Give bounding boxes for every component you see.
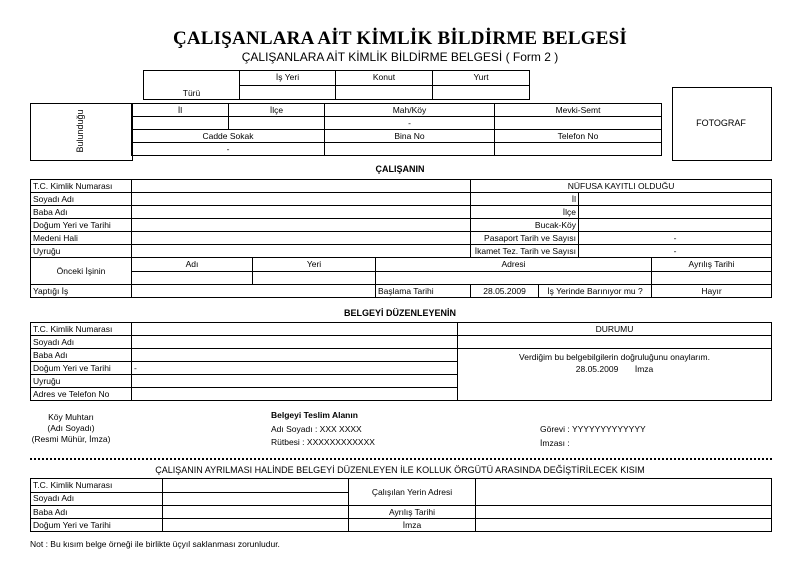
bulundugu-ilce-value[interactable] <box>229 117 325 130</box>
ayr-adres-value[interactable] <box>476 479 772 506</box>
calisanin-heading: ÇALIŞANIN <box>375 164 425 174</box>
teslim-imza: İmzası : <box>540 438 570 448</box>
cal-tc-value[interactable] <box>132 180 471 193</box>
duz-baba-value[interactable] <box>132 349 458 362</box>
onceki-adres-value[interactable] <box>376 271 652 285</box>
bulundugu-ilce: İlçe <box>229 104 325 117</box>
ayr-tc-label: T.C. Kimlik Numarası <box>31 479 163 493</box>
cal-uyrugu-label: Uyruğu <box>31 245 132 258</box>
barinma-value[interactable]: Hayır <box>652 285 772 298</box>
ayr-dogum-label: Doğum Yeri ve Tarihi <box>31 519 163 532</box>
muhtar-line1: Köy Muhtarı <box>48 412 94 422</box>
ayr-ayrilis-value[interactable] <box>476 506 772 519</box>
yaptigi-label: Yaptığı İş <box>31 285 132 298</box>
ikamet-value[interactable]: - <box>579 245 772 258</box>
cal-tc-label: T.C. Kimlik Numarası <box>31 180 132 193</box>
bulundugu-telefon-value[interactable] <box>495 143 662 156</box>
turu-konut-value[interactable] <box>336 85 433 100</box>
bulundugu-binano-value[interactable] <box>325 143 495 156</box>
onceki-yeri-value[interactable] <box>253 271 376 285</box>
onay-date: 28.05.2009 <box>575 364 619 374</box>
duz-soyadi-value[interactable] <box>132 336 458 349</box>
duz-tc-label: T.C. Kimlik Numarası <box>31 323 132 336</box>
turu-yurt: Yurt <box>433 71 530 86</box>
onceki-adi-header: Adı <box>132 258 253 272</box>
ayr-adres-label: Çalışılan Yerin Adresi <box>349 479 476 506</box>
muhtar-line3: (Resmi Mühür, İmza) <box>31 434 111 444</box>
onceki-ayrilis-value[interactable] <box>652 271 772 285</box>
bulundugu-label: Bulunduğu <box>75 109 85 153</box>
cal-soyadi-label: Soyadı Adı <box>31 193 132 206</box>
duz-uyrugu-label: Uyruğu <box>31 375 132 388</box>
pasaport-label: Pasaport Tarih ve Sayısı <box>471 232 579 245</box>
onceki-adi-value[interactable] <box>132 271 253 285</box>
cal-medeni-label: Medeni Hali <box>31 232 132 245</box>
teslim-adi: Adı Soyadı : XXX XXXX <box>271 424 362 434</box>
pasaport-value[interactable]: - <box>579 232 772 245</box>
duz-dogum-value[interactable]: - <box>132 362 458 375</box>
onay-text: Verdiğim bu belgebilgilerin doğruluğunu onaylarım. <box>519 352 710 362</box>
nufus-il-value[interactable] <box>579 193 772 206</box>
muhtar-block <box>30 412 112 445</box>
ayr-tc-value[interactable] <box>163 479 349 493</box>
muhtar-line2: (Adı Soyadı) <box>47 423 95 433</box>
nufus-heading: NÜFUSA KAYITLI OLDUĞU <box>471 180 772 193</box>
bulundugu-mevki: Mevki-Semt <box>495 104 662 117</box>
cal-baba-value[interactable] <box>132 206 471 219</box>
bulundugu-table <box>131 103 662 156</box>
cal-uyrugu-value[interactable] <box>132 245 471 258</box>
duz-tc-value[interactable] <box>132 323 458 336</box>
duzenleyen-heading: BELGEYİ DÜZENLEYENİN <box>343 308 456 318</box>
onay-cell <box>458 349 772 401</box>
turu-konut: Konut <box>336 71 433 86</box>
duz-baba-label: Baba Adı <box>31 349 132 362</box>
bulundugu-mevki-value[interactable] <box>495 117 662 130</box>
nufus-ilce-label: İlçe <box>471 206 579 219</box>
cal-dogum-label: Doğum Yeri ve Tarihi <box>31 219 132 232</box>
durumu-value[interactable] <box>458 336 772 349</box>
document-title: ÇALIŞANLARA AİT KİMLİK BİLDİRME BELGESİ <box>172 28 628 49</box>
bulundugu-il: İl <box>132 104 229 117</box>
bulundugu-cadde: Cadde Sokak <box>132 130 325 143</box>
footer-note: Not : Bu kısım belge örneği ile birlikte üçyıl saklanması zorunludur. <box>30 539 280 549</box>
bulundugu-mahkoy: Mah/Köy <box>325 104 495 117</box>
ayr-soyadi-label: Soyadı Adı <box>31 492 163 506</box>
turu-label: Türü <box>144 71 240 100</box>
cal-medeni-value[interactable] <box>132 232 471 245</box>
onceki-label: Önceki İşinin <box>31 258 132 285</box>
onceki-ayrilis-header: Ayrılış Tarihi <box>652 258 772 272</box>
teslim-heading: Belgeyi Teslim Alanın <box>271 410 358 420</box>
turu-isyeri-value[interactable] <box>240 85 336 100</box>
bulundugu-il-value[interactable] <box>132 117 229 130</box>
duz-dogum-label: Doğum Yeri ve Tarihi <box>31 362 132 375</box>
bulundugu-mahkoy-value[interactable]: - <box>325 117 495 130</box>
teslim-rutbe: Rütbesi : XXXXXXXXXXXX <box>271 437 375 447</box>
turu-table <box>143 70 530 100</box>
barinma-label: İş Yerinde Barınıyor mu ? <box>539 285 652 298</box>
cal-dogum-value[interactable] <box>132 219 471 232</box>
cut-line <box>30 458 772 460</box>
ayr-imza-label: İmza <box>349 519 476 532</box>
duz-soyadi-label: Soyadı Adı <box>31 336 132 349</box>
nufus-bucak-label: Bucak-Köy <box>471 219 579 232</box>
photo-label: FOTOGRAF <box>696 118 746 128</box>
bulundugu-cadde-value[interactable]: - <box>132 143 325 156</box>
ayrilma-table <box>30 478 772 532</box>
ayr-imza-value[interactable] <box>476 519 772 532</box>
onceki-yeri-header: Yeri <box>253 258 376 272</box>
teslim-gorevi: Görevi : YYYYYYYYYYYYY <box>540 424 646 434</box>
nufus-ilce-value[interactable] <box>579 206 772 219</box>
duzenleyen-table <box>30 322 772 401</box>
bulundugu-telefon: Telefon No <box>495 130 662 143</box>
ikamet-label: İkamet Tez. Tarih ve Sayısı <box>471 245 579 258</box>
document-subtitle: ÇALIŞANLARA AİT KİMLİK BİLDİRME BELGESİ ( Form 2 ) <box>241 50 559 64</box>
ayrilma-heading: ÇALIŞANIN AYRILMASI HALİNDE BELGEYİ DÜZENLEYEN İLE KOLLUK ÖRGÜTÜ ARASINDA DEĞİŞTİRİLECEK KISIM <box>155 465 645 475</box>
ayr-baba-value[interactable] <box>163 506 349 519</box>
cal-baba-label: Baba Adı <box>31 206 132 219</box>
ayr-soyadi-value[interactable] <box>163 492 349 506</box>
duz-uyrugu-value[interactable] <box>132 375 458 388</box>
cal-soyadi-value[interactable] <box>132 193 471 206</box>
nufus-il-label: İl <box>471 193 579 206</box>
calisanin-table <box>30 179 772 298</box>
onceki-adres-header: Adresi <box>376 258 652 272</box>
nufus-bucak-value[interactable] <box>579 219 772 232</box>
ayr-dogum-value[interactable] <box>163 519 349 532</box>
turu-yurt-value[interactable] <box>433 85 530 100</box>
ayr-baba-label: Baba Adı <box>31 506 163 519</box>
yaptigi-value[interactable] <box>132 285 376 298</box>
durumu-label: DURUMU <box>458 323 772 336</box>
ayr-ayrilis-label: Ayrılış Tarihi <box>349 506 476 519</box>
baslama-label: Başlama Tarihi <box>376 285 471 298</box>
baslama-value[interactable]: 28.05.2009 <box>471 285 539 298</box>
onay-imza: İmza <box>634 364 654 374</box>
duz-adres-label: Adres ve Telefon No <box>31 388 132 401</box>
duz-adres-value[interactable] <box>132 388 458 401</box>
turu-isyeri: İş Yeri <box>240 71 336 86</box>
bulundugu-binano: Bina No <box>325 130 495 143</box>
